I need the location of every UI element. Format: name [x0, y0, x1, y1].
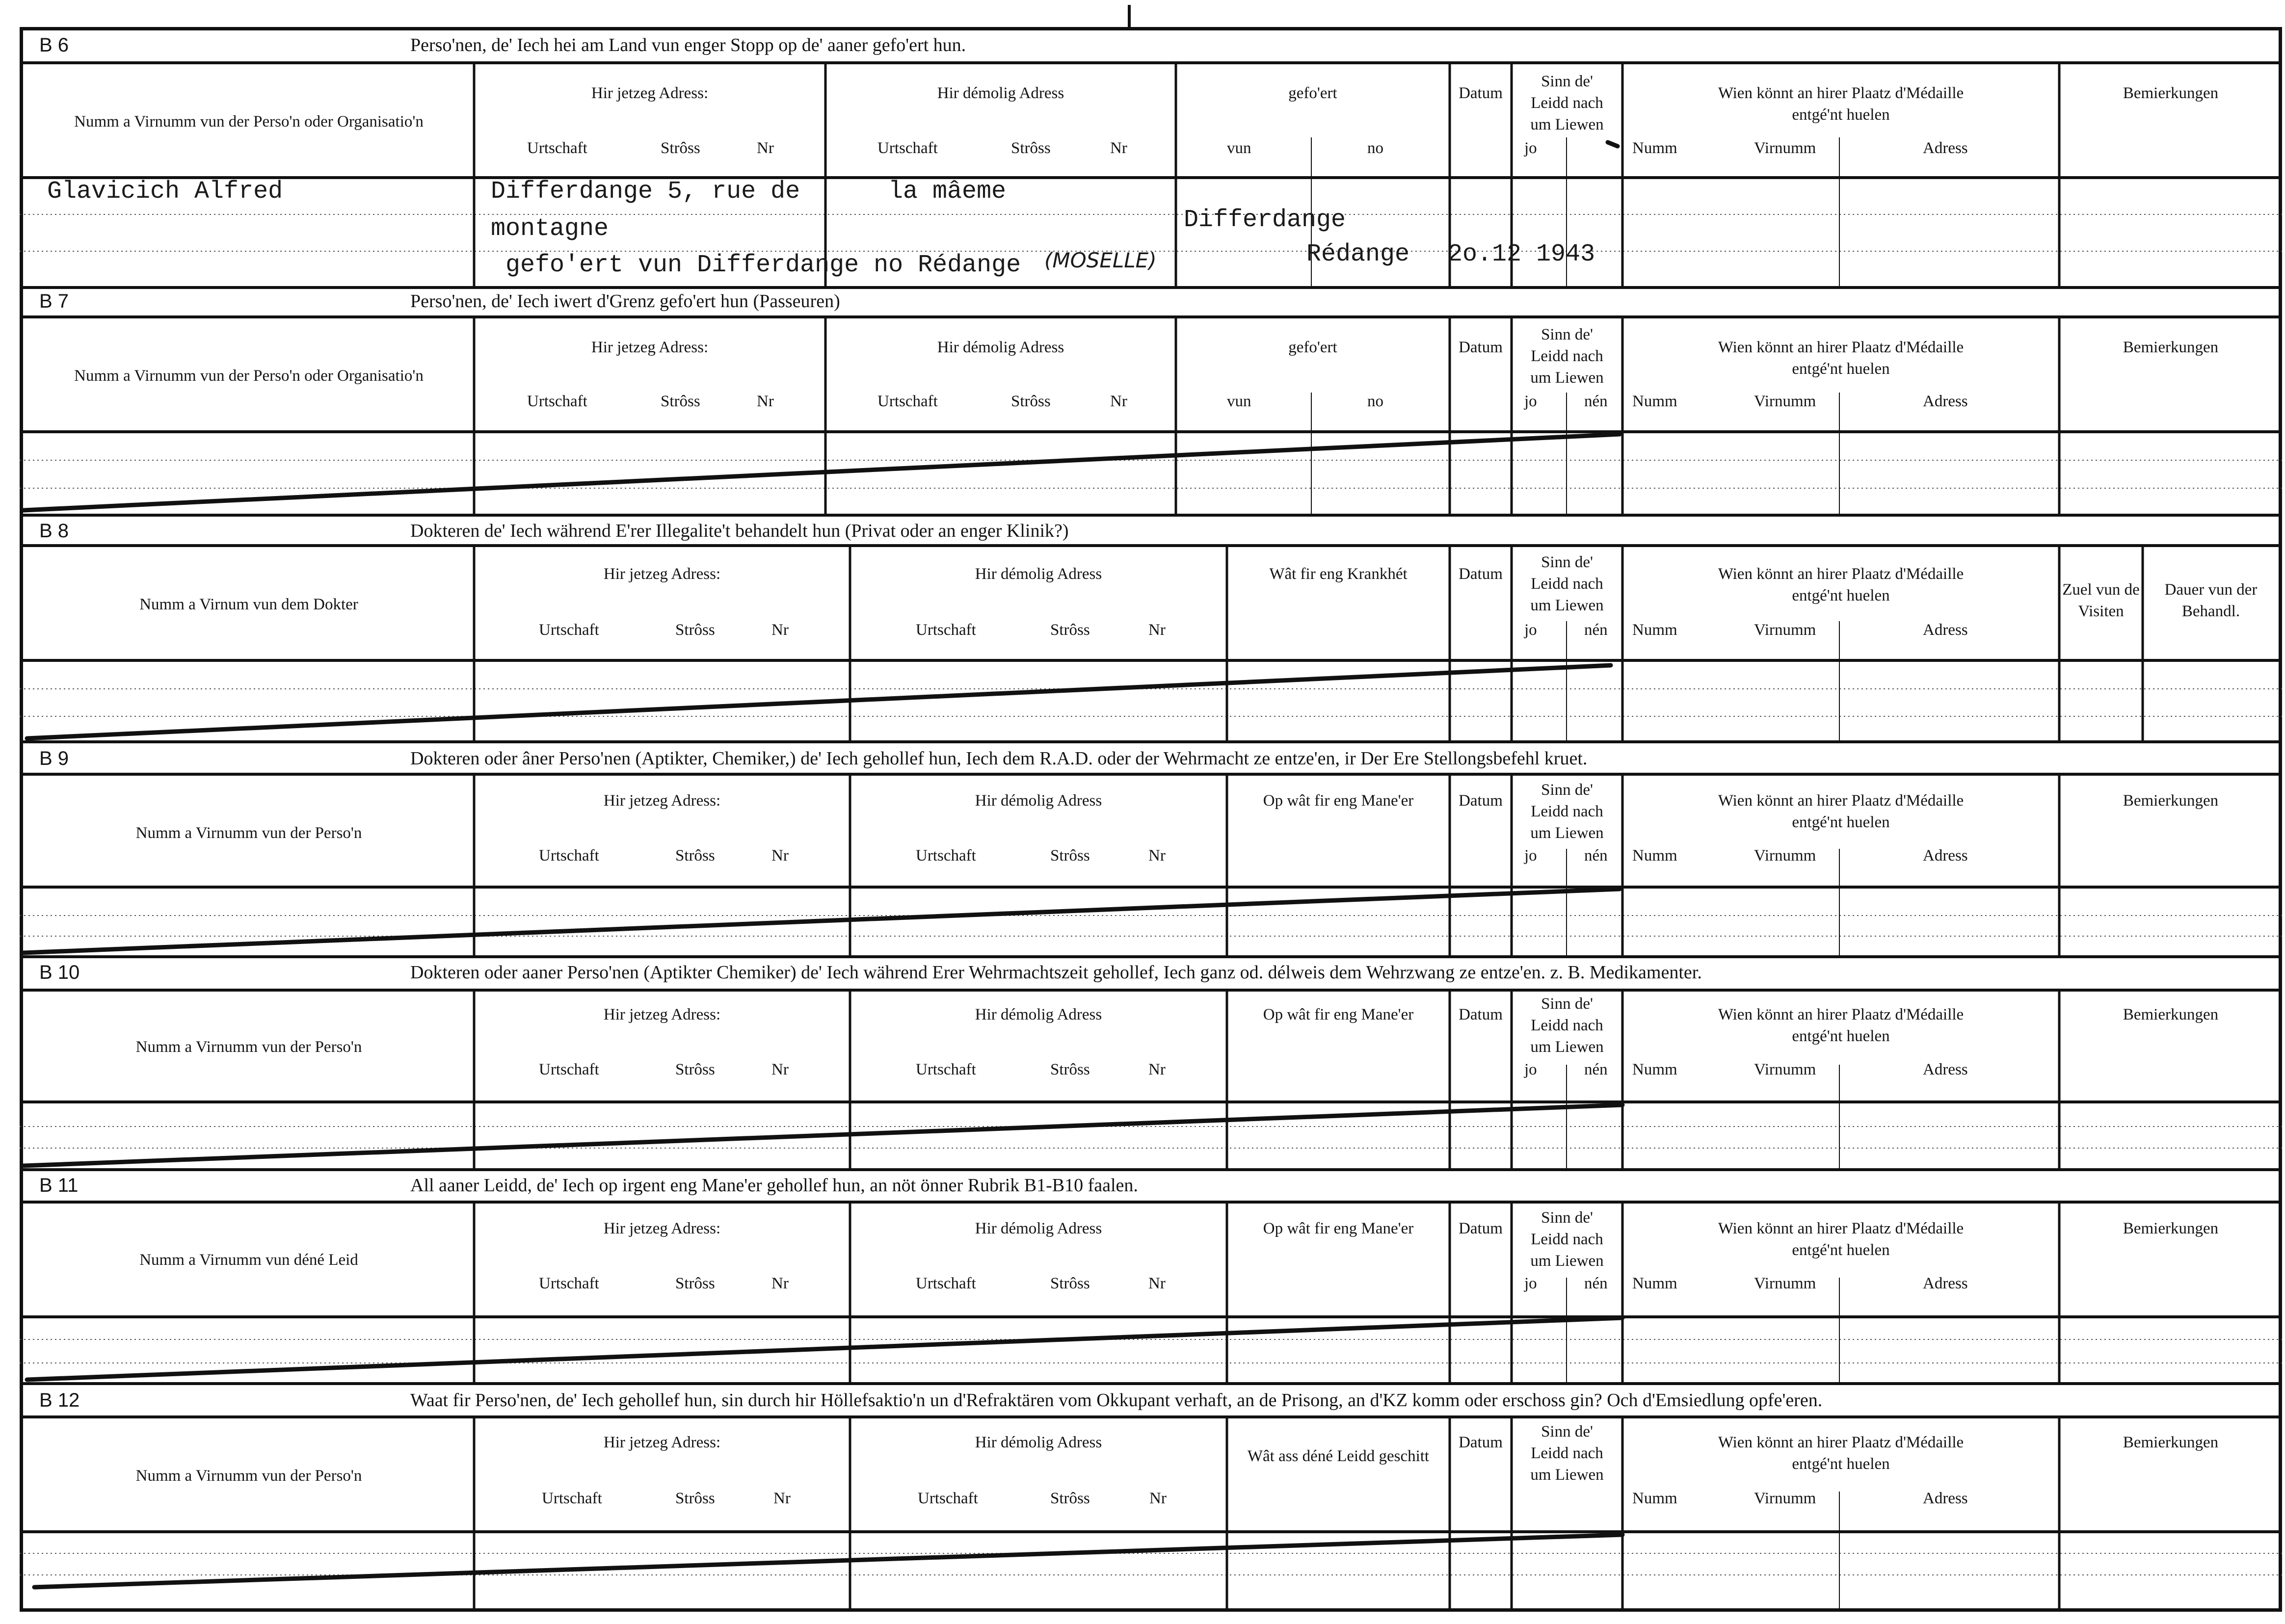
header-adress-b6: Adress	[1923, 139, 1968, 157]
header-sinn-b10: Sinn de' Leidd nach um Liewen	[1530, 995, 1604, 1056]
header-ort-b12: Urtschaft	[542, 1490, 602, 1507]
header-datum-b12: Datum	[1459, 1434, 1503, 1451]
header-numm-b11: Numm	[1632, 1275, 1677, 1292]
header-medal-b9: Wien könnt an hirer Plaatz d'Médaille entgé'nt huelen	[1718, 792, 1964, 831]
header-mid-b12: Wât ass déné Leidd geschitt	[1247, 1447, 1430, 1465]
header-medal-b6: Wien könnt an hirer Plaatz d'Médaille entgé'nt huelen	[1718, 84, 1964, 124]
section-title-b6: Perso'nen, de' Iech hei am Land vun enger Stopp op de' aaner gefo'ert hun.	[410, 35, 966, 55]
header-ort-old-b9: Urtschaft	[916, 847, 976, 864]
header-ort-b11: Urtschaft	[539, 1275, 599, 1292]
header-medal-b7: Wien könnt an hirer Plaatz d'Médaille entgé'nt huelen	[1718, 339, 1964, 378]
header-addr-old-b9: Hir démolig Adress	[975, 792, 1102, 810]
header-ort-old-b11: Urtschaft	[916, 1275, 976, 1292]
header-nen-b10: nén	[1584, 1061, 1608, 1078]
header-datum-b7: Datum	[1459, 339, 1503, 356]
header-medal-b10: Wien könnt an hirer Plaatz d'Médaille entgé'nt huelen	[1718, 1006, 1964, 1045]
header-numm-b9: Numm	[1632, 847, 1677, 864]
header-ort-b10: Urtschaft	[539, 1061, 599, 1078]
header-numm-b10: Numm	[1632, 1061, 1677, 1078]
section-code-b6: B 6	[39, 34, 69, 56]
header-street-b6: Strôss	[661, 139, 700, 157]
entry-address-line2: montagne	[491, 215, 609, 243]
header-ort-old-b8: Urtschaft	[916, 621, 976, 639]
entry-address-line1: Differdange 5, rue de	[491, 178, 800, 206]
header-virnumm-b10: Virnumm	[1754, 1061, 1816, 1078]
entry-note-handwritten: (MOSELLE)	[1044, 248, 1157, 272]
section-title-b12: Waat fir Perso'nen, de' Iech gehollef hun, sin durch hir Höllefsaktio'n un d'Refraktären vom Okkupant verhaft, an de Prisong, an d'KZ komm oder erschoss gin? Och d'Emsiedlung opfe'eren.	[410, 1390, 1823, 1411]
header-numm-b12: Numm	[1632, 1490, 1677, 1507]
entry-to: Rédange	[1306, 240, 1410, 268]
header-nen-b7: nén	[1584, 393, 1608, 410]
header-name-col-b12: Numm a Virnumm vun der Perso'n	[135, 1467, 362, 1485]
header-addr-now-b11: Hir jetzeg Adress:	[603, 1220, 721, 1237]
header-duration-b8: Dauer vun der Behandl.	[2164, 581, 2258, 620]
header-street-b9: Strôss	[675, 847, 715, 864]
header-addr-old-b6: Hir démolig Adress	[937, 84, 1064, 102]
section-code-b12: B 12	[39, 1389, 80, 1411]
header-virnumm-b9: Virnumm	[1754, 847, 1816, 864]
header-nen-b9: nén	[1584, 847, 1608, 864]
section-title-b7: Perso'nen, de' Iech iwert d'Grenz gefo'ert hun (Passeuren)	[410, 291, 840, 312]
header-addr-now-b10: Hir jetzeg Adress:	[603, 1006, 721, 1023]
header-addr-old-b7: Hir démolig Adress	[937, 339, 1064, 356]
header-sinn-b11: Sinn de' Leidd nach um Liewen	[1530, 1209, 1604, 1270]
header-nr-b7: Nr	[757, 393, 774, 410]
header-mid-b10: Op wât fir eng Mane'er	[1263, 1006, 1414, 1023]
header-name-col-b9: Numm a Virnumm vun der Perso'n	[135, 824, 362, 842]
header-ort-b9: Urtschaft	[539, 847, 599, 864]
header-nr-b9: Nr	[771, 847, 789, 864]
header-virnumm-b8: Virnumm	[1754, 621, 1816, 639]
header-street-old-b11: Strôss	[1050, 1275, 1090, 1292]
header-nr-b6: Nr	[757, 139, 774, 157]
header-ort-b8: Urtschaft	[539, 621, 599, 639]
header-nr-old-b11: Nr	[1148, 1275, 1166, 1292]
section-code-b11: B 11	[39, 1175, 79, 1196]
header-addr-old-b12: Hir démolig Adress	[975, 1434, 1102, 1451]
header-nr-b12: Nr	[773, 1490, 791, 1507]
header-numm-b6: Numm	[1632, 139, 1677, 157]
header-name-col-b11: Numm a Virnumm vun déné Leid	[139, 1251, 358, 1269]
header-nen-b11: nén	[1584, 1275, 1608, 1292]
header-street-old-b8: Strôss	[1050, 621, 1090, 639]
header-name-col-b7: Numm a Virnumm vun der Perso'n oder Organisatio'n	[74, 367, 424, 385]
header-mid-b8: Wât fir eng Krankhét	[1269, 565, 1408, 583]
header-ort-old-b12: Urtschaft	[918, 1490, 978, 1507]
header-addr-now-b8: Hir jetzeg Adress:	[603, 565, 721, 583]
header-datum-b9: Datum	[1459, 792, 1503, 810]
header-mid-b6: gefo'ert	[1288, 84, 1337, 102]
header-datum-b6: Datum	[1459, 84, 1503, 102]
header-virnumm-b6: Virnumm	[1754, 139, 1816, 157]
entry-from: Differdange	[1184, 206, 1346, 234]
header-mid-b11: Op wât fir eng Mane'er	[1263, 1220, 1414, 1237]
header-street-b10: Strôss	[675, 1061, 715, 1078]
header-ort-old-b10: Urtschaft	[916, 1061, 976, 1078]
header-adress-b10: Adress	[1923, 1061, 1968, 1078]
header-no-b7: no	[1367, 393, 1383, 410]
header-street-old-b6: Strôss	[1011, 139, 1051, 157]
header-datum-b8: Datum	[1459, 565, 1503, 583]
header-jo-b8: jo	[1524, 621, 1537, 639]
header-mid-b9: Op wât fir eng Mane'er	[1263, 792, 1414, 810]
header-adress-b12: Adress	[1923, 1490, 1968, 1507]
header-ort-old-b6: Urtschaft	[877, 139, 938, 157]
header-street-old-b7: Strôss	[1011, 393, 1051, 410]
header-nr-b10: Nr	[771, 1061, 789, 1078]
section-title-b11: All aaner Leidd, de' Iech op irgent eng Mane'er gehollef hun, an nöt önner Rubrik B1-B10 faalen.	[410, 1175, 1138, 1196]
header-street-b12: Strôss	[675, 1490, 715, 1507]
header-street-b8: Strôss	[675, 621, 715, 639]
header-nr-old-b6: Nr	[1110, 139, 1127, 157]
section-code-b7: B 7	[39, 290, 69, 312]
header-virnumm-b7: Virnumm	[1754, 393, 1816, 410]
header-street-old-b12: Strôss	[1050, 1490, 1090, 1507]
section-code-b8: B 8	[39, 520, 69, 542]
header-datum-b11: Datum	[1459, 1220, 1503, 1237]
header-addr-now-b7: Hir jetzeg Adress:	[591, 339, 709, 356]
header-adress-b8: Adress	[1923, 621, 1968, 639]
header-addr-now-b12: Hir jetzeg Adress:	[603, 1434, 721, 1451]
header-street-old-b9: Strôss	[1050, 847, 1090, 864]
header-remarks-b12: Bemierkungen	[2123, 1434, 2219, 1451]
section-title-b10: Dokteren oder aaner Perso'nen (Aptikter Chemiker) de' Iech während Erer Wehrmachtszeit gehollef, Iech ganz od. délweis dem Wehrzwang ze entze'en. z. B. Medikamenter.	[410, 962, 1702, 983]
header-addr-old-b11: Hir démolig Adress	[975, 1220, 1102, 1237]
entry-old-address: la mâeme	[888, 178, 1007, 206]
header-jo-b6: jo	[1524, 139, 1537, 157]
header-name-col-b6: Numm a Virnumm vun der Perso'n oder Organisatio'n	[74, 113, 424, 131]
header-sinn-b6: Sinn de' Leidd nach um Liewen	[1530, 73, 1604, 133]
header-jo-b11: jo	[1524, 1275, 1537, 1292]
header-remarks-b6: Bemierkungen	[2123, 84, 2219, 102]
header-ort-b7: Urtschaft	[527, 393, 587, 410]
header-numm-b8: Numm	[1632, 621, 1677, 639]
header-nr-old-b10: Nr	[1148, 1061, 1166, 1078]
header-ort-b6: Urtschaft	[527, 139, 587, 157]
entry-date: 2o.12 1943	[1448, 240, 1595, 268]
header-jo-b10: jo	[1524, 1061, 1537, 1078]
header-remarks-b7: Bemierkungen	[2123, 339, 2219, 356]
header-ort-old-b7: Urtschaft	[877, 393, 938, 410]
header-von-b6: vun	[1227, 139, 1251, 157]
header-remarks-b10: Bemierkungen	[2123, 1006, 2219, 1023]
entry-note: gefo'ert vun Differdange no Rédange	[505, 251, 1021, 279]
header-nen-b8: nén	[1584, 621, 1608, 639]
header-virnumm-b11: Virnumm	[1754, 1275, 1816, 1292]
header-remarks-b9: Bemierkungen	[2123, 792, 2219, 810]
header-sinn-b8: Sinn de' Leidd nach um Liewen	[1530, 553, 1604, 614]
header-name-col-b10: Numm a Virnumm vun der Perso'n	[135, 1038, 362, 1056]
header-addr-old-b10: Hir démolig Adress	[975, 1006, 1102, 1023]
header-name-col-b8: Numm a Virnum vun dem Dokter	[139, 596, 358, 613]
header-addr-old-b8: Hir démolig Adress	[975, 565, 1102, 583]
header-datum-b10: Datum	[1459, 1006, 1503, 1023]
header-von-b7: vun	[1227, 393, 1251, 410]
header-nr-old-b8: Nr	[1148, 621, 1166, 639]
section-code-b9: B 9	[39, 748, 69, 769]
header-addr-now-b6: Hir jetzeg Adress:	[591, 84, 709, 102]
header-nr-old-b7: Nr	[1110, 393, 1127, 410]
section-code-b10: B 10	[39, 962, 80, 983]
header-no-b6: no	[1367, 139, 1383, 157]
header-numm-b7: Numm	[1632, 393, 1677, 410]
header-addr-now-b9: Hir jetzeg Adress:	[603, 792, 721, 810]
header-jo-b9: jo	[1524, 847, 1537, 864]
header-adress-b11: Adress	[1923, 1275, 1968, 1292]
header-street-b7: Strôss	[661, 393, 700, 410]
header-adress-b7: Adress	[1923, 393, 1968, 410]
header-medal-b11: Wien könnt an hirer Plaatz d'Médaille entgé'nt huelen	[1718, 1220, 1964, 1259]
section-title-b9: Dokteren oder âner Perso'nen (Aptikter, Chemiker,) de' Iech gehollef hun, Iech dem R.A.D. oder der Wehrmacht ze entze'en, ir Der Ere Stellongsbefehl kruet.	[410, 748, 1588, 769]
header-nr-old-b9: Nr	[1148, 847, 1166, 864]
header-street-b11: Strôss	[675, 1275, 715, 1292]
entry-name: Glavicich Alfred	[47, 178, 283, 206]
header-street-old-b10: Strôss	[1050, 1061, 1090, 1078]
header-nr-b11: Nr	[771, 1275, 789, 1292]
header-adress-b9: Adress	[1923, 847, 1968, 864]
header-medal-b12: Wien könnt an hirer Plaatz d'Médaille entgé'nt huelen	[1718, 1434, 1964, 1473]
header-nr-old-b12: Nr	[1149, 1490, 1167, 1507]
header-sinn-b9: Sinn de' Leidd nach um Liewen	[1530, 781, 1604, 842]
header-virnumm-b12: Virnumm	[1754, 1490, 1816, 1507]
header-sinn-b12: Sinn de' Leidd nach um Liewen	[1530, 1423, 1604, 1484]
header-sinn-b7: Sinn de' Leidd nach um Liewen	[1530, 326, 1604, 387]
section-title-b8: Dokteren de' Iech während E'rer Illegalite't behandelt hun (Privat oder an enger Klinik?)	[410, 521, 1069, 541]
header-mid-b7: gefo'ert	[1288, 339, 1337, 356]
header-jo-b7: jo	[1524, 393, 1537, 410]
header-nr-b8: Nr	[771, 621, 789, 639]
header-remarks-b11: Bemierkungen	[2123, 1220, 2219, 1237]
header-visits-b8: Zuel vun de Visiten	[2062, 581, 2140, 620]
header-medal-b8: Wien könnt an hirer Plaatz d'Médaille entgé'nt huelen	[1718, 565, 1964, 604]
